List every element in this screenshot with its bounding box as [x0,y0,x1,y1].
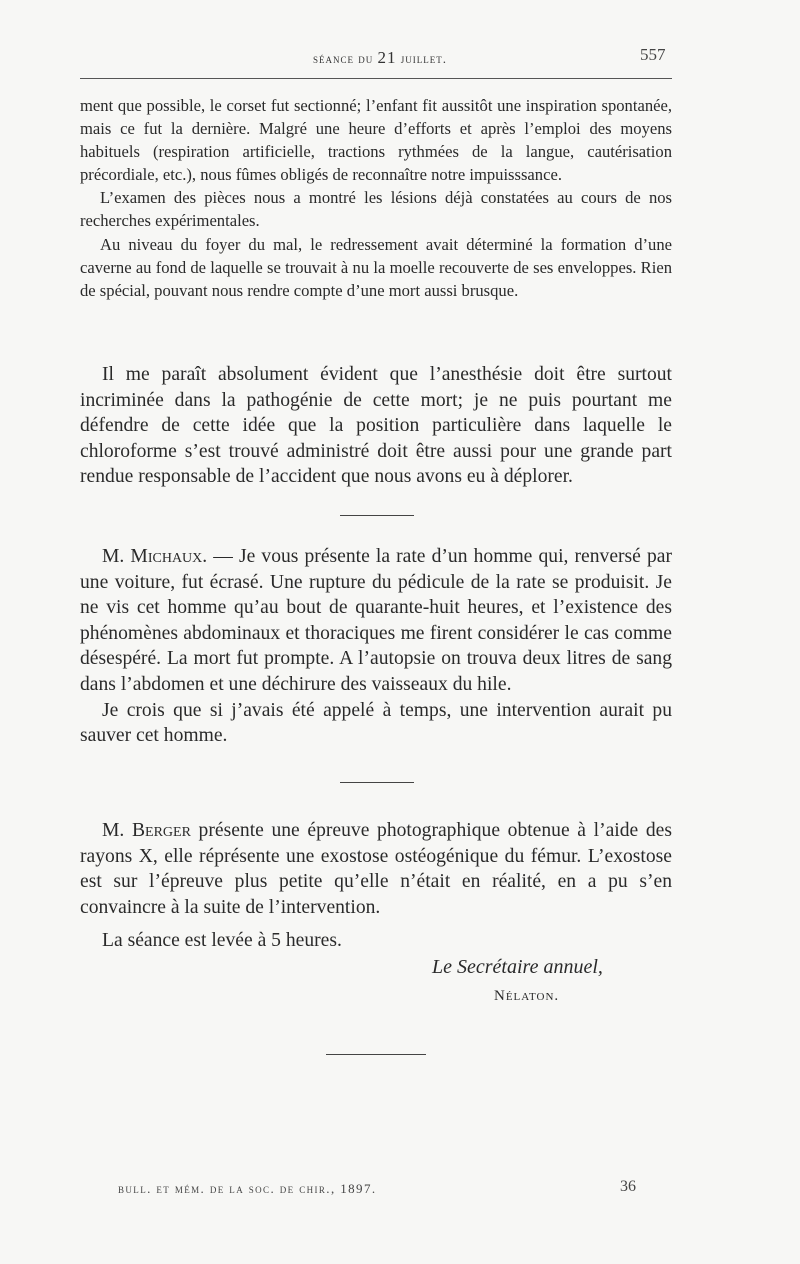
signature-name: Nélaton. [494,988,560,1004]
paragraph: Au niveau du foyer du mal, le redressement avait déterminé la formation d’une caverne au fond de laquelle se trouvait à nu la moelle recouverte de ses enveloppes. Rien de spécial, pouvant nous rendre compte d’une mort aussi brusque. [80,234,672,300]
speaker-name: M. Michaux. [102,546,208,567]
paragraph: ment que possible, le corset fut sectionné; l’enfant fit aussitôt une inspiration spontanée, mais ce fut la dernière. Malgré une heure d’efforts et après l’emploi des moyens habituels (respiration artificielle, tractions rythmées de la langue, cautérisation précordiale, etc.), nous fûmes obligés de reconnaître notre impuisssance. [80,96,672,185]
paragraph-text: présente une épreuve photographique obtenue à l’aide des rayons X, elle réprésente une exostose ostéogénique du fémur. L’exostose est sur l’épreuve plus petite qu’elle n’était en réalité, en a pu s’en convaincre à la suite de l’intervention. [80,820,672,918]
speaker-name: M. Berger [102,820,191,841]
paragraph: Il me paraît absolument évident que l’anesthésie doit être surtout incriminée dans la pathogénie de cette mort; je ne puis pourtant me défendre de cette idée que la position particulière dans laquelle le chloroforme s’est trouvé administré doit être aussi pour une grande part rendue responsable de l’accident que nous avons eu à déplorer. [80,364,672,488]
paragraph [80,544,672,698]
footer-citation: bull. et mém. de la soc. de chir., 1897. [118,1181,377,1196]
section-separator [340,515,414,516]
header-title-month: juillet. [400,51,447,66]
paragraph: L’examen des pièces nous a montré les lésions déjà constatées au cours de nos recherches expérimentales. [80,188,672,231]
discussion-section [80,362,672,490]
closing-section [80,928,672,954]
paragraph-text: — Je vous présente la rate d’un homme qui, renversé par une voiture, fut écrasé. Une rupture du pédicule de la rate se produisit. Je ne vis cet homme qu’au bout de quarante-huit heures, et l’existence des phénomènes abdominaux et thoraciques me firent considérer le cas comme désespéré. La mort fut prompte. A l’autopsie on trouva deux litres de sang dans l’abdomen et une déchirure des vaisseaux du hile. [80,546,672,695]
page-number: 557 [640,45,666,64]
berger-communication [80,818,672,920]
section-separator [340,782,414,783]
header-title-prefix: séance du [312,51,374,66]
paragraph [80,818,672,920]
section-separator [326,1054,426,1055]
case-report-continuation [80,94,672,302]
header-rule [80,78,672,79]
signature-role: Le Secrétaire annuel, [432,956,603,978]
michaux-communication [80,544,672,749]
closing-line: La séance est levée à 5 heures. [102,930,342,951]
paragraph: Je crois que si j’avais été appelé à temps, une intervention aurait pu sauver cet homme. [80,699,672,747]
header-title-day: 21 [377,48,397,67]
signature-mark: 36 [620,1178,636,1195]
